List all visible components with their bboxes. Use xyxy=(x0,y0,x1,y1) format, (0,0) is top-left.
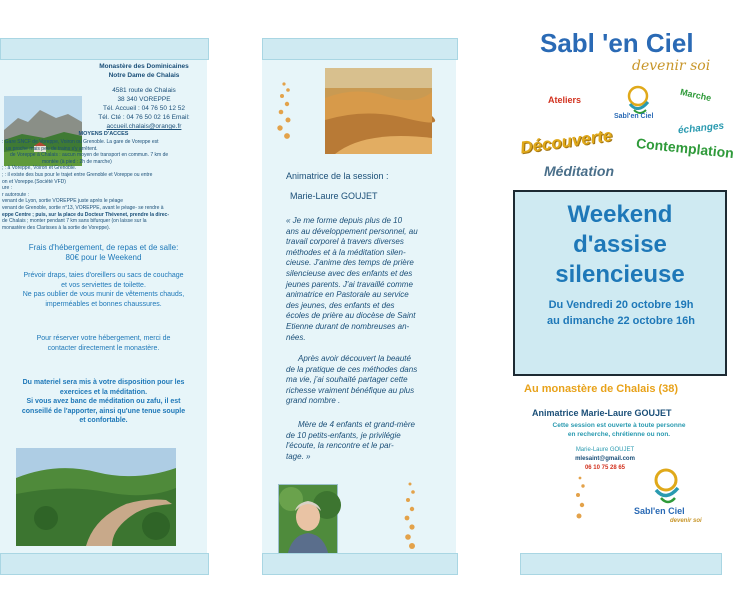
monastery-subtitle: Notre Dame de Chalais xyxy=(108,72,180,79)
bio-line: jeunes parents. J'ai travaillé comme xyxy=(286,279,413,289)
event-dates xyxy=(515,297,727,329)
event-location: Au monastère de Chalais (38) xyxy=(524,383,679,395)
panel-practical-info xyxy=(0,38,207,574)
fees-value: 80€ pour le Weekend xyxy=(65,253,142,262)
event-box xyxy=(513,190,727,376)
material-line: conseillé de l'apporter, ainsi qu'une tenue souple xyxy=(21,407,186,415)
bio-line: de 10 petits-enfants, je privilégie xyxy=(286,430,401,440)
logo-caption: Sabl'en Ciel xyxy=(634,506,685,516)
bio-line: travail corporel à travers diverses xyxy=(286,237,404,247)
contact-phone: 06 10 75 28 65 xyxy=(584,465,626,471)
desert-photo xyxy=(325,68,432,154)
bring-line: imperméables et bonnes chaussures. xyxy=(45,300,162,308)
event-title-line: Weekend xyxy=(567,201,673,228)
access-line: r autoroute : xyxy=(2,191,29,198)
bio-line: « Je me forme depuis plus de 10 xyxy=(286,216,403,225)
bio-line: écoles de prière au diocèse de Saint xyxy=(286,311,416,321)
logo-caption: Sabl'en Ciel xyxy=(614,113,654,120)
bio-line: des jeunes, des enfants et des xyxy=(286,300,395,310)
bio-line: Etienne durant de nombreuses an- xyxy=(286,321,410,331)
date-line: au dimanche 22 octobre 16h xyxy=(547,315,695,327)
bio-paragraph-2 xyxy=(286,354,454,407)
brand-tagline: devenir soi xyxy=(632,58,711,74)
access-title: MOYENS D'ACCES xyxy=(78,131,129,137)
top-band xyxy=(262,38,458,60)
panel-animator xyxy=(262,38,456,574)
access-line: de Chalais ; monter pendant 7 km sans bifurquer (on laisse sur la xyxy=(2,218,147,225)
access-line: monastère des Clarisses à la sortie de Voreppe). xyxy=(2,224,111,231)
bio-line: Mère de 4 enfants et grand-mère xyxy=(298,420,415,429)
address-line: 38 340 VOREPPE xyxy=(117,96,171,103)
bring-line: Prévoir draps, taies d'oreillers ou sacs de couchage xyxy=(23,272,184,279)
sablenciel-logo-icon xyxy=(644,462,688,510)
bio-line: ma vie, j'ai souhaité partager cette xyxy=(286,375,408,385)
address-line: Tél. Cté : 04 76 50 02 16 Email: xyxy=(98,114,190,121)
open-text xyxy=(524,421,714,439)
word-ateliers: Ateliers xyxy=(548,95,582,105)
contact-email[interactable]: mlesaint@gmail.com xyxy=(575,456,635,462)
material-text xyxy=(0,378,207,426)
bio-line: ans au développement personnel, au xyxy=(286,226,418,236)
panel-cover xyxy=(510,0,735,612)
animator-name: Marie-Laure GOUJET xyxy=(290,191,378,201)
bring-line: et vos serviettes de toilette. xyxy=(61,281,146,289)
access-line: : Gare SNCF de Voreppe, Voiron ou Grenoble. La gare de Voreppe est xyxy=(2,139,159,145)
bottom-band xyxy=(520,553,722,575)
word-contemplation: Contemplation xyxy=(635,134,735,162)
event-title xyxy=(515,200,725,290)
material-line: Si vous avez banc de méditation ou zafu, il est xyxy=(26,398,181,405)
bio-line: Après avoir découvert la beauté xyxy=(298,354,411,363)
monastery-name: Monastère des Dominicaines xyxy=(99,63,189,70)
bio-line: tage. » xyxy=(286,451,311,461)
access-line: venant de Lyon, sortie VOREPPE juste après le péage xyxy=(2,198,123,205)
access-line: montée (à pied : 2h de marche) xyxy=(42,158,112,165)
access-line: ; : il existe des bus pour le trajet entre Grenoble et Voreppe ou entre xyxy=(2,171,153,178)
reserve-line: Pour réserver votre hébergement, merci de xyxy=(36,335,171,342)
bio-line: animatrice en Pastorale au service xyxy=(286,290,409,300)
address-line: Tél. Accueil : 04 76 50 12 52 xyxy=(102,105,186,112)
reserve-text xyxy=(0,334,207,353)
animator-portrait xyxy=(278,484,338,558)
logo-tagline: devenir soi xyxy=(670,518,702,524)
email-link[interactable]: accueil.chalais@orange.fr xyxy=(106,123,182,130)
bio-line: richesse vraiment bénéfique au plus xyxy=(286,385,415,395)
material-line: exercices et la méditation. xyxy=(59,388,148,396)
open-line: Cette session est ouverte à toute personne xyxy=(552,422,686,429)
bio-line: cieuse. J'anime des temps de prière xyxy=(286,258,414,268)
path-photo xyxy=(16,448,176,546)
sand-dots-icon xyxy=(570,474,590,524)
bio-line: nées. xyxy=(286,332,306,342)
bring-line: Ne pas oublier de vous munir de vêtements chauds, xyxy=(22,291,185,298)
sand-dots-icon xyxy=(270,80,300,144)
fees-title: Frais d'hébergement, de repas et de salle: xyxy=(28,243,179,252)
word-meditation: Méditation xyxy=(544,163,614,179)
access-line: ; : à Voreppe, Voiron et Grenoble. xyxy=(2,165,77,172)
word-echanges: échanges xyxy=(677,120,725,137)
access-line: on et Voreppe.(Société VFD) xyxy=(2,178,66,185)
access-line: us proche mais peu de trains s'y arrêtent. xyxy=(6,145,98,152)
bio-line: grand nombre . xyxy=(286,396,341,406)
event-title-line: silencieuse xyxy=(555,261,685,288)
access-line: ure : xyxy=(2,185,13,192)
bottom-band xyxy=(262,553,458,575)
access-line: venant de Grenoble, sortie n°13, VOREPPE, avant le péage- se rendre à xyxy=(2,204,164,211)
sand-dots-icon xyxy=(400,480,420,550)
material-line: Du materiel sera mis à votre disposition pour les xyxy=(22,379,185,386)
material-line: et confortable. xyxy=(79,417,128,424)
access-line: eppe Centre ; puis, sur la place du Docteur Thévenet, prendre la direc- xyxy=(2,211,169,218)
contact-name: Marie-Laure GOUJET xyxy=(575,447,635,453)
word-marche: Marche xyxy=(679,86,713,104)
bottom-band xyxy=(0,553,209,575)
monastery-address xyxy=(84,86,204,131)
event-animator: Animatrice Marie-Laure GOUJET xyxy=(532,408,672,418)
word-decouverte: Découverte xyxy=(519,125,614,158)
event-title-line: d'assise xyxy=(573,231,667,258)
top-band xyxy=(0,38,209,60)
session-title: Animatrice de la session : xyxy=(286,171,389,181)
open-line: en recherche, chrétienne ou non. xyxy=(567,431,671,438)
access-line: de Voreppe à Chalais : aucun moyen de transport en commun. 7 km de xyxy=(10,152,169,159)
reserve-line: contacter directement le monastère. xyxy=(47,344,160,352)
bio-paragraph-1 xyxy=(286,216,454,343)
fees-block xyxy=(0,243,207,263)
access-lines xyxy=(2,139,207,231)
date-line: Du Vendredi 20 octobre 19h xyxy=(548,299,694,311)
bring-text xyxy=(0,271,207,309)
address-line: 4581 route de Chalais xyxy=(112,87,176,94)
monastery-header xyxy=(84,62,204,80)
bio-line: méthodes et à la méditation silen- xyxy=(286,247,406,257)
brand-title: Sabl 'en Ciel xyxy=(540,28,694,58)
bio-line: de la pratique de ces méthodes dans xyxy=(286,364,418,374)
bio-paragraph-3 xyxy=(286,420,454,462)
bio-line: l'écoute, la rencontre et le par- xyxy=(286,441,394,451)
bio-line: silencieuse avec des enfants et des xyxy=(286,268,413,278)
